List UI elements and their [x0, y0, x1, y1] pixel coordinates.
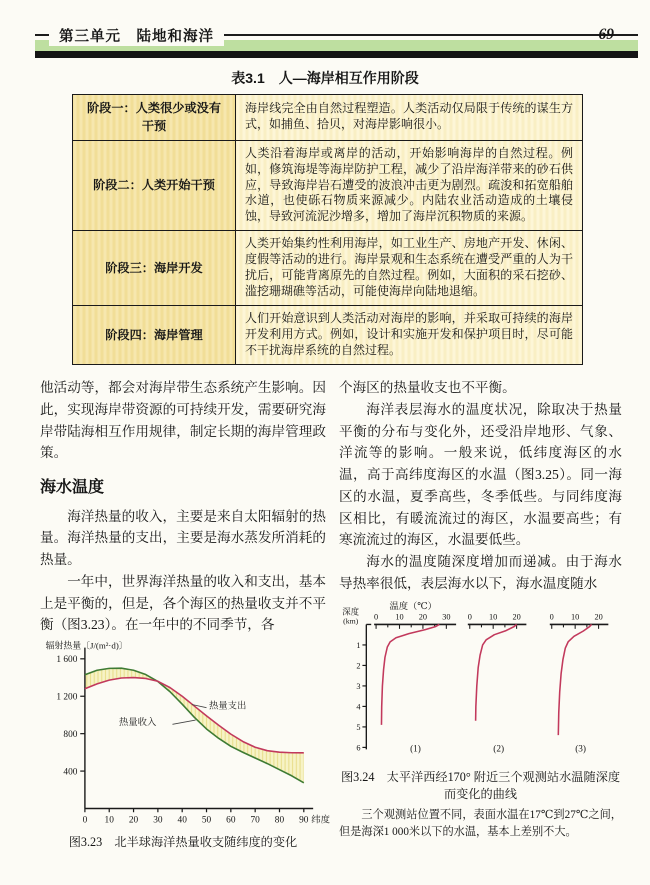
svg-text:400: 400 — [63, 767, 78, 778]
stages-table — [72, 94, 583, 365]
stage-cell: 阶段三：海岸开发 — [73, 231, 236, 306]
table-row — [73, 231, 583, 306]
svg-text:热量支出: 热量支出 — [208, 701, 247, 712]
paragraph: 个海区的热量收支也不平衡。 — [339, 380, 516, 396]
svg-text:60: 60 — [226, 815, 236, 826]
header-black-bar — [35, 51, 638, 58]
svg-text:20: 20 — [128, 815, 139, 826]
svg-text:辐射热量〔J/(m²·d)〕: 辐射热量〔J/(m²·d)〕 — [45, 640, 128, 651]
svg-text:6: 6 — [356, 742, 361, 752]
svg-text:10: 10 — [104, 815, 114, 826]
body-columns — [40, 377, 622, 852]
svg-text:90: 90 — [299, 815, 309, 826]
svg-text:纬度: 纬度 — [311, 815, 330, 826]
svg-text:20: 20 — [418, 612, 428, 622]
paragraph: 海洋热量的收入，主要是来自太阳辐射的热量。海洋热量的支出，主要是海水蒸发所消耗的热量。 — [40, 508, 326, 568]
svg-text:4: 4 — [356, 701, 361, 711]
svg-text:(2): (2) — [493, 743, 505, 754]
stage-cell: 阶段一：人类很少或没有干预 — [73, 95, 236, 141]
svg-text:温度（℃）: 温度（℃） — [389, 601, 437, 612]
svg-text:(3): (3) — [575, 743, 587, 754]
fig-3-24-note: 三个观测站位置不同，表面水温在17℃到27℃之间，但是海深1 000米以下的水温，基本上差别不大。 — [339, 808, 622, 838]
svg-text:1 200: 1 200 — [56, 692, 78, 703]
latitude-heat-budget-chart — [40, 640, 330, 832]
page-header — [35, 25, 638, 59]
section-heading: 海水温度 — [40, 479, 105, 497]
svg-text:(km): (km) — [343, 616, 359, 626]
svg-text:2: 2 — [356, 660, 361, 670]
svg-text:深度: 深度 — [342, 607, 359, 617]
left-column — [40, 377, 330, 852]
svg-text:0: 0 — [467, 612, 472, 622]
stage-cell: 阶段四：海岸管理 — [73, 306, 236, 365]
page-number: 69 — [598, 26, 614, 43]
svg-text:(1): (1) — [410, 743, 421, 754]
depth-temperature-chart — [339, 599, 622, 767]
svg-text:800: 800 — [63, 730, 78, 741]
svg-text:10: 10 — [489, 612, 498, 622]
svg-text:80: 80 — [274, 815, 285, 826]
svg-text:热量收入: 热量收入 — [118, 718, 157, 729]
svg-text:50: 50 — [201, 815, 212, 826]
svg-text:0: 0 — [374, 612, 379, 622]
paragraph: 一年中，世界海洋热量的收入和支出，基本上是平衡的，但是，各个海区的热量收支并不平衡（图3.23）。在一年中的不同季节，各 — [40, 573, 326, 633]
table-row — [73, 306, 583, 365]
unit-title: 第三单元 陆地和海洋 — [49, 25, 224, 46]
svg-text:5: 5 — [356, 722, 361, 732]
desc-cell: 人类沿着海岸或离岸的活动，开始影响海岸的自然过程。例如，修筑海堤等海岸防护工程，减少了沿岸海洋带来的砂石供应，导致海岸岩石遭受的波浪冲击更为剧烈。疏浚和拓宽船舶水道，也使砾石物质来源减少。内陆农业活动造成的土壤侵蚀，导致河流泥沙增多，增加了海岸沉积物质的来源。 — [236, 140, 583, 231]
table-row — [73, 95, 583, 141]
svg-text:0: 0 — [82, 815, 88, 826]
svg-text:3: 3 — [356, 681, 361, 691]
fig-3-23-caption: 图3.23 北半球海洋热量收支随纬度的变化 — [68, 835, 298, 850]
svg-text:1: 1 — [356, 640, 361, 650]
svg-text:70: 70 — [250, 815, 260, 826]
svg-text:40: 40 — [177, 815, 187, 826]
svg-text:10: 10 — [395, 612, 404, 622]
svg-text:1 600: 1 600 — [56, 655, 78, 666]
desc-cell: 人们开始意识到人类活动对海岸的影响，并采取可持续的海岸开发利用方式。例如，设计和实施开发和保护项目时，尽可能不干扰海岸系统的自然过程。 — [236, 306, 583, 365]
right-column — [339, 377, 622, 852]
table-title: 表3.1 人—海岸相互作用阶段 — [231, 70, 419, 86]
table-row — [73, 140, 583, 231]
fig-3-24-caption: 图3.24 太平洋西经170° 附近三个观测站水温随深度而变化的曲线 — [340, 769, 621, 802]
svg-text:30: 30 — [442, 612, 451, 622]
desc-cell: 海岸线完全由自然过程塑造。人类活动仅局限于传统的谋生方式，如捕鱼、拾贝，对海岸影响很小。 — [236, 95, 583, 141]
svg-text:30: 30 — [153, 815, 163, 826]
svg-text:10: 10 — [571, 612, 580, 622]
svg-text:20: 20 — [512, 612, 521, 622]
paragraph: 海洋表层海水的温度状况，除取决于热量平衡的分布与变化外，还受沿岸地形、气象、洋流等的影响。一般来说，低纬度海区的水温，高于高纬度海区的水温（图3.25）。同一海区的水温，夏季高些，冬季低些。与同纬度海区相比，有暖流流过的海区，水温要高些；有寒流流过的海区，水温要低些。 — [339, 401, 622, 548]
paragraph: 海水的温度随深度增加而递减。由于海水导热率很低，表层海水以下，海水温度随水 — [339, 554, 622, 591]
paragraph: 他活动等，都会对海岸带生态系统产生影响。因此，实现海岸带资源的可持续开发，需要研究海岸带陆海相互作用规律，制定长期的海岸管理政策。 — [40, 380, 326, 461]
stage-cell: 阶段二：人类开始干预 — [73, 140, 236, 231]
svg-text:0: 0 — [549, 612, 554, 622]
textbook-page — [0, 25, 650, 885]
svg-text:20: 20 — [594, 612, 603, 622]
desc-cell: 人类开始集约性利用海岸，如工业生产、房地产开发、休闲、度假等活动的进行。海岸景观和生态系统在遭受严重的人为干扰后，可能背离原先的自然过程。例如，大面积的采石挖砂、滥挖珊瑚礁等活动，可能使海岸向陆地退缩。 — [236, 231, 583, 306]
